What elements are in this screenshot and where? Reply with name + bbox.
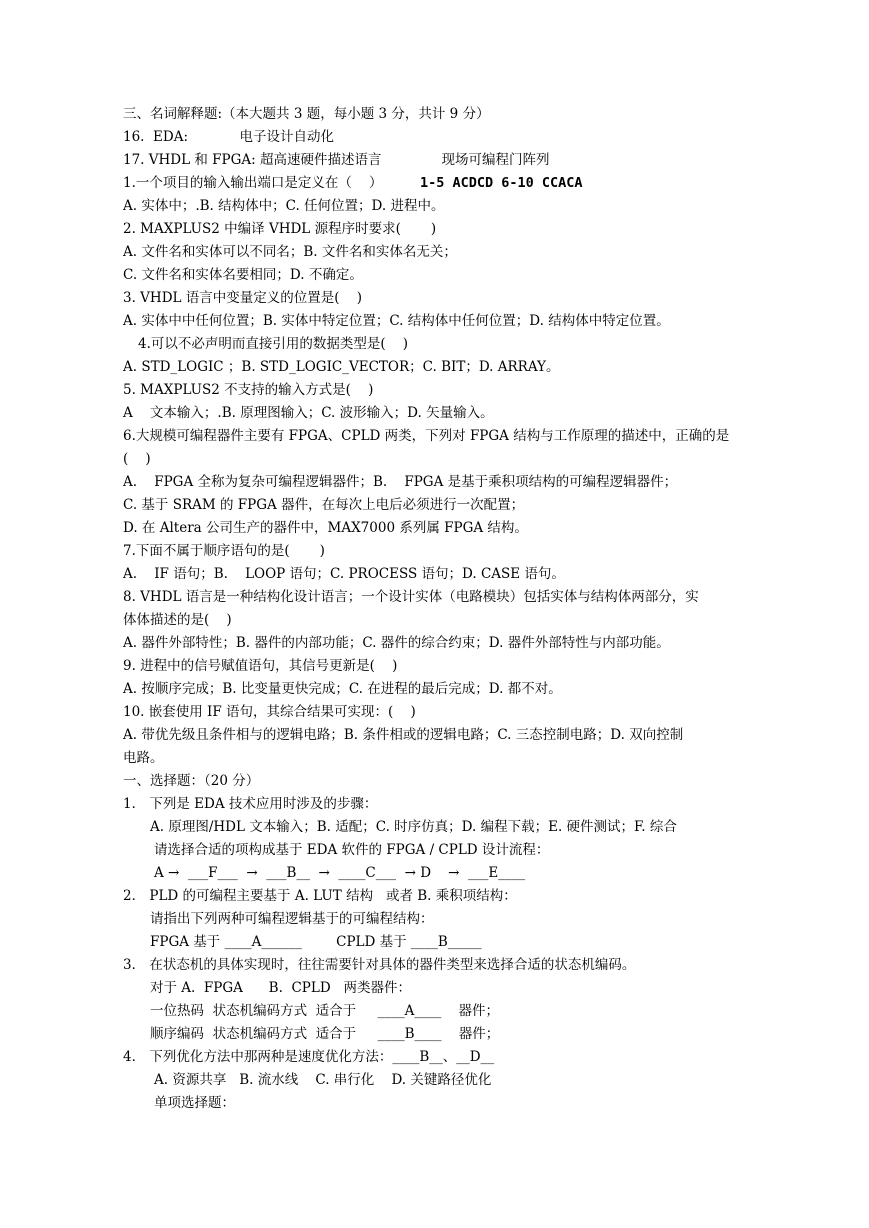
section-3-heading: 三、名词解释题:（本大题共 3 题，每小题 3 分，共计 9 分）: [123, 106, 490, 122]
question-4-options: A. STD_LOGIC ；B. STD_LOGIC_VECTOR；C. BIT；D. ARRAY。: [123, 359, 560, 375]
item-4: 4． 下列优化方法中那两种是速度优化方法：____B__、__D__: [123, 1049, 495, 1065]
question-6-paren: ( ): [123, 451, 151, 467]
question-2-options-a: A. 文件名和实体可以不同名；B. 文件名和实体名无关；: [123, 244, 457, 260]
question-9: 9. 进程中的信号赋值语句，其信号更新是( ): [123, 658, 398, 674]
question-10-options: A. 带优先级且条件相与的逻辑电路；B. 条件相或的逻辑电路；C. 三态控制电路；D. 双向控制: [123, 727, 684, 743]
item-2-answer: FPGA 基于 ____A______ CPLD 基于 ____B_____: [150, 934, 482, 950]
single-choice-heading: 单项选择题：: [154, 1095, 235, 1111]
question-2-options-c: C. 文件名和实体名要相同；D. 不确定。: [123, 267, 363, 283]
question-6-option-d: D. 在 Altera 公司生产的器件中，MAX7000 系列属 FPGA 结构。: [123, 520, 528, 536]
item-2: 2． PLD 的可编程主要基于 A. LUT 结构 或者 B. 乘积项结构：: [123, 888, 517, 904]
item-4-options: A. 资源共享 B. 流水线 C. 串行化 D. 关键路径优化: [154, 1072, 492, 1088]
item-1-prompt: 请选择合适的项构成基于 EDA 软件的 FPGA / CPLD 设计流程：: [154, 842, 550, 858]
question-3-options: A. 实体中中任何位置；B. 实体中特定位置；C. 结构体中任何位置；D. 结构体中特定位置。: [123, 313, 670, 329]
question-8-options: A. 器件外部特性；B. 器件的内部功能；C. 器件的综合约束；D. 器件外部特性与内部功能。: [123, 635, 670, 651]
question-6-option-c: C. 基于 SRAM 的 FPGA 器件，在每次上电后必须进行一次配置；: [123, 497, 525, 513]
question-6-options-ab: A. FPGA 全称为复杂可编程逻辑器件；B. FPGA 是基于乘积项结构的可编程逻辑器件；: [123, 474, 678, 490]
item-1-steps: A. 原理图/HDL 文本输入；B. 适配；C. 时序仿真；D. 编程下载；E. 硬件测试；F. 综合: [150, 819, 677, 835]
item-2-prompt: 请指出下列两种可编程逻辑基于的可编程结构：: [150, 911, 434, 927]
term-17: 17. VHDL 和 FPGA: 超高速硬件描述语言 现场可编程门阵列: [123, 152, 550, 168]
question-4: 4.可以不必声明而直接引用的数据类型是( ): [138, 336, 409, 352]
item-3: 3． 在状态机的具体实现时，往往需要针对具体的器件类型来选择合适的状态机编码。: [123, 957, 636, 973]
item-3-devices: 对于 A. FPGA B. CPLD 两类器件：: [150, 980, 412, 996]
question-1: 1.一个项目的输入输出端口是定义在（ ）: [123, 175, 383, 191]
item-1-flow: A → ___F___ → ___B__ → ____C___ → D → ___E____: [154, 865, 526, 881]
question-3: 3. VHDL 语言中变量定义的位置是( ): [123, 290, 362, 306]
question-9-options: A. 按顺序完成；B. 比变量更快完成；C. 在进程的最后完成；D. 都不对。: [123, 681, 562, 697]
question-8-cont: 体体描述的是( ): [123, 612, 232, 628]
question-2: 2. MAXPLUS2 中编译 VHDL 源程序时要求( ): [123, 221, 437, 237]
question-1-options: A. 实体中；.B. 结构体中；C. 任何位置；D. 进程中。: [123, 198, 445, 214]
question-6: 6.大规模可编程器件主要有 FPGA、CPLD 两类，下列对 FPGA 结构与工作原理的描述中，正确的是: [123, 428, 730, 444]
question-10-options-cont: 电路。: [123, 750, 164, 766]
question-7-options: A. IF 语句；B. LOOP 语句；C. PROCESS 语句；D. CASE 语句。: [123, 566, 565, 582]
question-5: 5. MAXPLUS2 不支持的输入方式是( ): [123, 382, 374, 398]
answer-key: 1-5 ACDCD 6-10 CCACA: [420, 175, 583, 191]
item-1: 1． 下列是 EDA 技术应用时涉及的步骤：: [123, 796, 378, 812]
item-3-onehot: 一位热码 状态机编码方式 适合于 ____A____ 器件；: [150, 1003, 500, 1019]
term-16: 16. EDA: 电子设计自动化: [123, 129, 335, 145]
section-1-heading: 一、选择题：（20 分）: [123, 773, 260, 789]
question-7: 7.下面不属于顺序语句的是( ): [123, 543, 325, 559]
item-3-sequential: 顺序编码 状态机编码方式 适合于 ____B____ 器件；: [150, 1026, 500, 1042]
question-5-options: A 文本输入；.B. 原理图输入；C. 波形输入；D. 矢量输入。: [123, 405, 494, 421]
question-10: 10. 嵌套使用 IF 语句，其综合结果可实现：( ): [123, 704, 416, 720]
question-8: 8. VHDL 语言是一种结构化设计语言；一个设计实体（电路模块）包括实体与结构体两部分，实: [123, 589, 699, 605]
